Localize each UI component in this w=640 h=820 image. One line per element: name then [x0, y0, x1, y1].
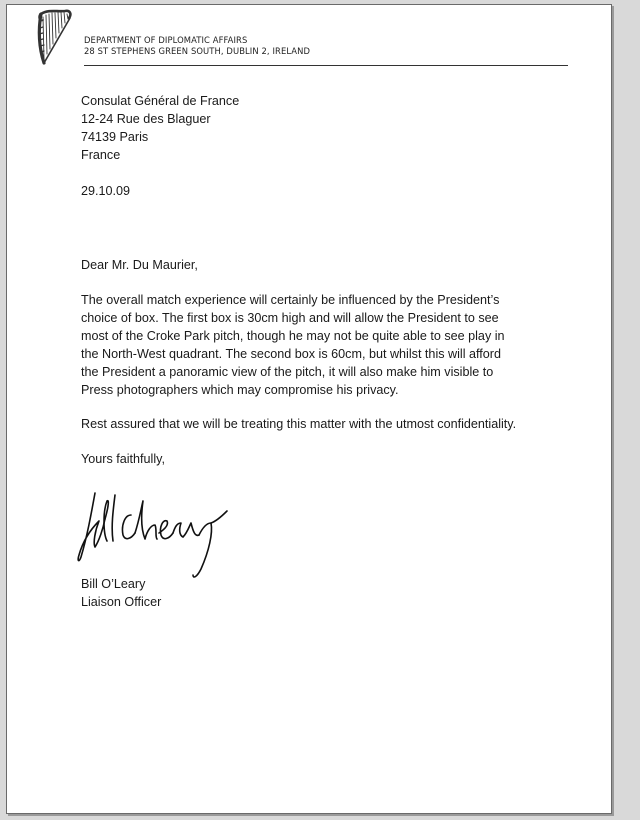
letter-date: 29.10.09 [81, 184, 131, 198]
body-line: most of the Croke Park pitch, though he may not be quite able to see play in [81, 329, 505, 343]
signatory-name: Bill O’Leary [81, 577, 146, 591]
salutation: Dear Mr. Du Maurier, [81, 258, 198, 272]
body-line: choice of box. The first box is 30cm high and will allow the President to see [81, 311, 499, 325]
letter-page [6, 4, 612, 814]
body-line: The overall match experience will certainly be influenced by the President’s [81, 293, 500, 307]
recipient-line: 12-24 Rue des Blaguer [81, 112, 211, 126]
signatory-title: Liaison Officer [81, 595, 162, 609]
body-paragraph [81, 291, 537, 399]
body-line: Press photographers which may compromise his privacy. [81, 383, 399, 397]
letterhead [84, 35, 310, 57]
recipient-line: France [81, 148, 121, 162]
recipient-line: Consulat Général de France [81, 94, 240, 108]
organization-name: DEPARTMENT OF DIPLOMATIC AFFAIRS [84, 35, 248, 45]
handwritten-signature [69, 485, 235, 585]
recipient-address [81, 92, 239, 164]
body-paragraph-2: Rest assured that we will be treating this matter with the utmost confidentiality. [81, 417, 517, 431]
body-line: the North-West quadrant. The second box is 60cm, but whilst this will afford [81, 347, 501, 361]
recipient-line: 74139 Paris [81, 130, 149, 144]
harp-icon [35, 8, 73, 66]
body-line: the President a panoramic view of the pitch, it will also make him visible to [81, 365, 494, 379]
letterhead-divider [84, 65, 568, 66]
closing: Yours faithfully, [81, 452, 166, 466]
organization-address: 28 ST STEPHENS GREEN SOUTH, DUBLIN 2, IRELAND [84, 46, 311, 56]
